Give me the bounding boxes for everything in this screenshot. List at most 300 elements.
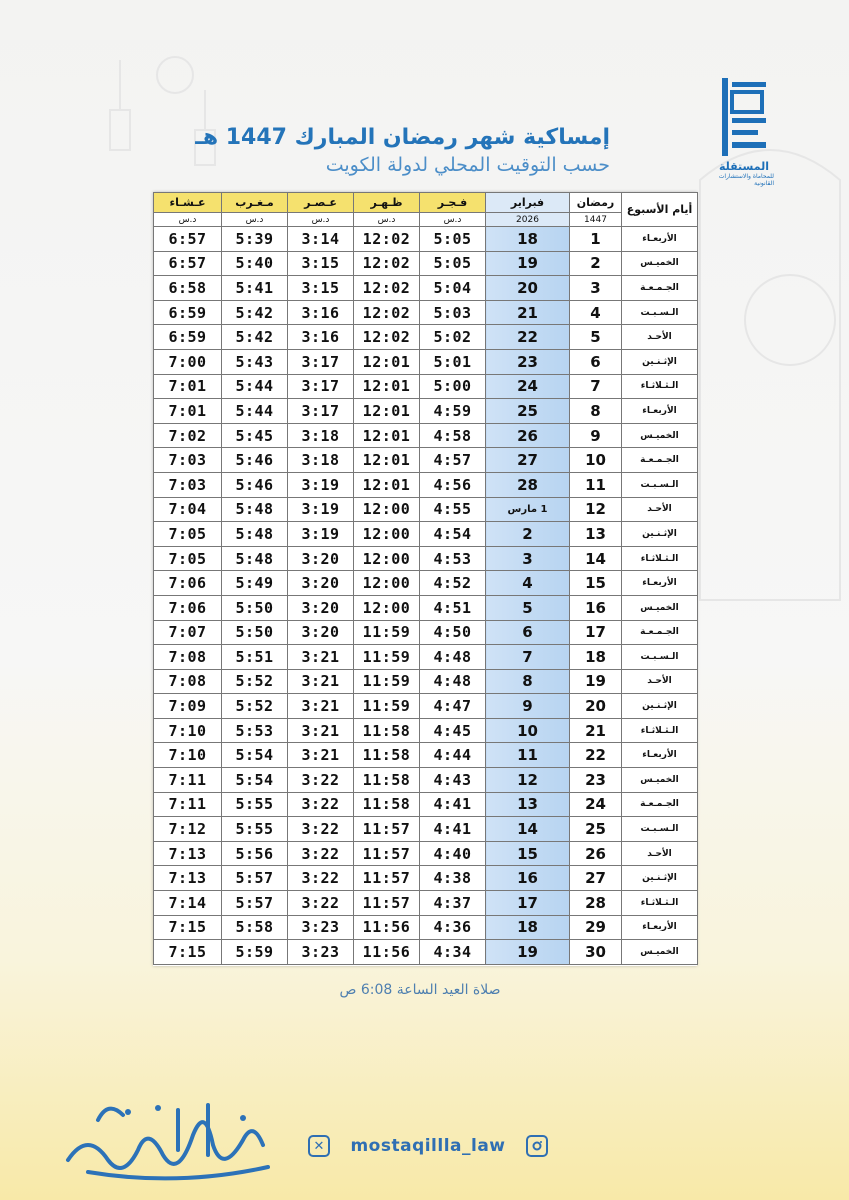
fajr-time: 4:44 <box>420 743 486 768</box>
ramadan-day: 16 <box>570 595 622 620</box>
isha-time: 6:57 <box>154 251 222 276</box>
asr-time: 3:22 <box>288 866 354 891</box>
day: الإثـنـين <box>622 694 698 719</box>
header-greg-year: 2026 <box>486 213 570 227</box>
dhuhr-time: 11:57 <box>354 817 420 842</box>
asr-time: 3:20 <box>288 546 354 571</box>
greg-date: 15 <box>486 841 570 866</box>
fajr-time: 4:58 <box>420 423 486 448</box>
maghrib-time: 5:57 <box>222 866 288 891</box>
day: الـثـلاثـاء <box>622 891 698 916</box>
asr-time: 3:15 <box>288 276 354 301</box>
table-row <box>154 374 698 399</box>
ramadan-day: 17 <box>570 620 622 645</box>
maghrib-time: 5:55 <box>222 817 288 842</box>
maghrib-time: 5:40 <box>222 251 288 276</box>
isha-time: 6:59 <box>154 325 222 350</box>
page-subtitle: حسب التوقيت المحلي لدولة الكويت <box>325 154 610 176</box>
asr-time: 3:21 <box>288 669 354 694</box>
maghrib-time: 5:45 <box>222 423 288 448</box>
fajr-time: 4:50 <box>420 620 486 645</box>
unit-isha: د.س <box>154 213 222 227</box>
maghrib-time: 5:43 <box>222 349 288 374</box>
day: الـثـلاثـاء <box>622 546 698 571</box>
table-row <box>154 792 698 817</box>
greg-date: 8 <box>486 669 570 694</box>
fajr-time: 4:59 <box>420 399 486 424</box>
ramadan-day: 4 <box>570 300 622 325</box>
asr-time: 3:18 <box>288 448 354 473</box>
ramadan-day: 20 <box>570 694 622 719</box>
greg-date: 12 <box>486 768 570 793</box>
fajr-time: 4:37 <box>420 891 486 916</box>
asr-time: 3:23 <box>288 915 354 940</box>
asr-time: 3:20 <box>288 571 354 596</box>
dhuhr-time: 11:57 <box>354 891 420 916</box>
asr-time: 3:15 <box>288 251 354 276</box>
day: الأربعـاء <box>622 743 698 768</box>
dhuhr-time: 11:58 <box>354 768 420 793</box>
asr-time: 3:19 <box>288 472 354 497</box>
fajr-time: 4:41 <box>420 817 486 842</box>
fajr-time: 4:48 <box>420 669 486 694</box>
day: الـثـلاثـاء <box>622 374 698 399</box>
isha-time: 7:09 <box>154 694 222 719</box>
greg-date: 22 <box>486 325 570 350</box>
maghrib-time: 5:58 <box>222 915 288 940</box>
table-row <box>154 841 698 866</box>
asr-time: 3:21 <box>288 718 354 743</box>
maghrib-time: 5:56 <box>222 841 288 866</box>
table-row <box>154 472 698 497</box>
logo-tagline: للمحاماة والاستشارات القانونية <box>718 173 774 187</box>
asr-time: 3:16 <box>288 300 354 325</box>
asr-time: 3:17 <box>288 399 354 424</box>
day: الجـمـعـة <box>622 276 698 301</box>
table-row <box>154 546 698 571</box>
asr-time: 3:22 <box>288 841 354 866</box>
day: الخميـس <box>622 940 698 965</box>
day: الأربعـاء <box>622 571 698 596</box>
greg-date: 19 <box>486 940 570 965</box>
greg-date: 17 <box>486 891 570 916</box>
ramadan-day: 1 <box>570 227 622 252</box>
isha-time: 7:08 <box>154 669 222 694</box>
dhuhr-time: 12:01 <box>354 423 420 448</box>
ramadan-day: 23 <box>570 768 622 793</box>
maghrib-time: 5:57 <box>222 891 288 916</box>
table-row <box>154 645 698 670</box>
isha-time: 7:08 <box>154 645 222 670</box>
isha-time: 7:06 <box>154 595 222 620</box>
dhuhr-time: 11:57 <box>354 841 420 866</box>
isha-time: 6:59 <box>154 300 222 325</box>
ramadan-day: 15 <box>570 571 622 596</box>
ramadan-day: 6 <box>570 349 622 374</box>
ramadan-day: 19 <box>570 669 622 694</box>
fajr-time: 4:38 <box>420 866 486 891</box>
x-icon[interactable]: ✕ <box>308 1135 330 1157</box>
day: الـسـبـت <box>622 472 698 497</box>
unit-asr: د.س <box>288 213 354 227</box>
header-ramadan: رمضان <box>570 193 622 213</box>
ramadan-day: 30 <box>570 940 622 965</box>
header-dhuhr: ظـهـر <box>354 193 420 213</box>
table-row <box>154 423 698 448</box>
day: الأحـد <box>622 669 698 694</box>
isha-time: 7:12 <box>154 817 222 842</box>
asr-time: 3:20 <box>288 620 354 645</box>
greg-date: 26 <box>486 423 570 448</box>
asr-time: 3:21 <box>288 645 354 670</box>
dhuhr-time: 12:01 <box>354 399 420 424</box>
maghrib-time: 5:42 <box>222 300 288 325</box>
day: الـسـبـت <box>622 817 698 842</box>
dhuhr-time: 12:00 <box>354 497 420 522</box>
fajr-time: 4:52 <box>420 571 486 596</box>
day: الإثـنـين <box>622 522 698 547</box>
fajr-time: 4:45 <box>420 718 486 743</box>
maghrib-time: 5:41 <box>222 276 288 301</box>
greg-date: 7 <box>486 645 570 670</box>
maghrib-time: 5:52 <box>222 694 288 719</box>
maghrib-time: 5:54 <box>222 743 288 768</box>
isha-time: 7:15 <box>154 915 222 940</box>
maghrib-time: 5:48 <box>222 497 288 522</box>
instagram-glyph <box>530 1139 544 1153</box>
ramadan-day: 7 <box>570 374 622 399</box>
day: الخميـس <box>622 768 698 793</box>
isha-time: 7:04 <box>154 497 222 522</box>
isha-time: 7:01 <box>154 374 222 399</box>
maghrib-time: 5:42 <box>222 325 288 350</box>
table-row <box>154 251 698 276</box>
asr-time: 3:22 <box>288 817 354 842</box>
ramadan-day: 9 <box>570 423 622 448</box>
dhuhr-time: 12:01 <box>354 448 420 473</box>
header-fajr: فـجـر <box>420 193 486 213</box>
logo-name: المستقلة <box>718 160 770 173</box>
greg-date: 3 <box>486 546 570 571</box>
table-row <box>154 817 698 842</box>
fajr-time: 4:51 <box>420 595 486 620</box>
maghrib-time: 5:51 <box>222 645 288 670</box>
fajr-time: 5:02 <box>420 325 486 350</box>
greg-date: 10 <box>486 718 570 743</box>
isha-time: 7:00 <box>154 349 222 374</box>
table-row <box>154 669 698 694</box>
isha-time: 7:15 <box>154 940 222 965</box>
page-title: إمساكية شهر رمضان المبارك 1447 هـ <box>195 125 610 150</box>
ramadan-calligraphy <box>58 1090 288 1185</box>
fajr-time: 4:43 <box>420 768 486 793</box>
day: الـثـلاثـاء <box>622 718 698 743</box>
logo-mark <box>722 78 766 156</box>
dhuhr-time: 11:59 <box>354 669 420 694</box>
dhuhr-time: 12:01 <box>354 374 420 399</box>
fajr-time: 4:57 <box>420 448 486 473</box>
dhuhr-time: 11:57 <box>354 866 420 891</box>
header-ramadan-year: 1447 <box>570 213 622 227</box>
fajr-time: 4:40 <box>420 841 486 866</box>
maghrib-time: 5:55 <box>222 792 288 817</box>
maghrib-time: 5:48 <box>222 546 288 571</box>
asr-time: 3:19 <box>288 497 354 522</box>
table-row <box>154 891 698 916</box>
maghrib-time: 5:59 <box>222 940 288 965</box>
table-row <box>154 915 698 940</box>
dhuhr-time: 12:00 <box>354 522 420 547</box>
day: الجـمـعـة <box>622 792 698 817</box>
fajr-time: 4:54 <box>420 522 486 547</box>
header-greg: فبراير <box>486 193 570 213</box>
fajr-time: 5:05 <box>420 227 486 252</box>
fajr-time: 5:00 <box>420 374 486 399</box>
fajr-time: 4:41 <box>420 792 486 817</box>
greg-date: 18 <box>486 915 570 940</box>
table-row <box>154 497 698 522</box>
dhuhr-time: 12:01 <box>354 472 420 497</box>
table-body <box>154 227 698 965</box>
day: الأحـد <box>622 497 698 522</box>
maghrib-time: 5:50 <box>222 595 288 620</box>
dhuhr-time: 11:56 <box>354 940 420 965</box>
table-row <box>154 300 698 325</box>
fajr-time: 5:01 <box>420 349 486 374</box>
fajr-time: 4:56 <box>420 472 486 497</box>
table-row <box>154 940 698 965</box>
fajr-time: 5:05 <box>420 251 486 276</box>
fajr-time: 4:36 <box>420 915 486 940</box>
isha-time: 7:14 <box>154 891 222 916</box>
fajr-time: 4:53 <box>420 546 486 571</box>
header-maghrib: مـغـرب <box>222 193 288 213</box>
isha-time: 7:01 <box>154 399 222 424</box>
table-row <box>154 694 698 719</box>
maghrib-time: 5:48 <box>222 522 288 547</box>
ramadan-day: 26 <box>570 841 622 866</box>
greg-date: 19 <box>486 251 570 276</box>
dhuhr-time: 11:59 <box>354 620 420 645</box>
asr-time: 3:19 <box>288 522 354 547</box>
ramadan-day: 28 <box>570 891 622 916</box>
isha-time: 7:13 <box>154 866 222 891</box>
fajr-time: 4:47 <box>420 694 486 719</box>
asr-time: 3:18 <box>288 423 354 448</box>
table-row <box>154 743 698 768</box>
asr-time: 3:22 <box>288 891 354 916</box>
asr-time: 3:22 <box>288 768 354 793</box>
day: الـسـبـت <box>622 645 698 670</box>
greg-date: 27 <box>486 448 570 473</box>
asr-time: 3:14 <box>288 227 354 252</box>
isha-time: 6:57 <box>154 227 222 252</box>
greg-date: 14 <box>486 817 570 842</box>
greg-date: 4 <box>486 571 570 596</box>
day: الـسـبـت <box>622 300 698 325</box>
dhuhr-time: 11:56 <box>354 915 420 940</box>
fajr-time: 5:04 <box>420 276 486 301</box>
greg-date: 21 <box>486 300 570 325</box>
dhuhr-time: 12:02 <box>354 276 420 301</box>
table-row <box>154 571 698 596</box>
maghrib-time: 5:53 <box>222 718 288 743</box>
fajr-time: 5:03 <box>420 300 486 325</box>
isha-time: 7:07 <box>154 620 222 645</box>
greg-date: 11 <box>486 743 570 768</box>
isha-time: 7:10 <box>154 718 222 743</box>
dhuhr-time: 12:00 <box>354 571 420 596</box>
maghrib-time: 5:46 <box>222 448 288 473</box>
greg-date: 24 <box>486 374 570 399</box>
ramadan-day: 11 <box>570 472 622 497</box>
maghrib-time: 5:44 <box>222 374 288 399</box>
isha-time: 7:03 <box>154 472 222 497</box>
maghrib-time: 5:50 <box>222 620 288 645</box>
table-row <box>154 620 698 645</box>
greg-date: 5 <box>486 595 570 620</box>
table-row <box>154 522 698 547</box>
table-row <box>154 325 698 350</box>
ramadan-day: 25 <box>570 817 622 842</box>
table-row <box>154 227 698 252</box>
dhuhr-time: 11:58 <box>354 743 420 768</box>
isha-time: 7:11 <box>154 768 222 793</box>
greg-date: 6 <box>486 620 570 645</box>
ramadan-day: 29 <box>570 915 622 940</box>
day: الأحـد <box>622 841 698 866</box>
firm-logo <box>714 78 774 188</box>
dhuhr-time: 12:02 <box>354 300 420 325</box>
dhuhr-time: 12:02 <box>354 227 420 252</box>
dhuhr-time: 11:59 <box>354 694 420 719</box>
isha-time: 7:13 <box>154 841 222 866</box>
ramadan-day: 13 <box>570 522 622 547</box>
header-day: أيام الأسبوع <box>622 193 698 227</box>
day: الأربعـاء <box>622 399 698 424</box>
fajr-time: 4:34 <box>420 940 486 965</box>
social-bar <box>308 1132 548 1160</box>
greg-date: 23 <box>486 349 570 374</box>
dhuhr-time: 11:58 <box>354 718 420 743</box>
table-row <box>154 448 698 473</box>
ramadan-day: 27 <box>570 866 622 891</box>
greg-date: 16 <box>486 866 570 891</box>
maghrib-time: 5:54 <box>222 768 288 793</box>
table-row <box>154 768 698 793</box>
ramadan-day: 24 <box>570 792 622 817</box>
day: الأربعـاء <box>622 915 698 940</box>
day: الجـمـعـة <box>622 448 698 473</box>
isha-time: 7:11 <box>154 792 222 817</box>
greg-date: 1 مارس <box>486 497 570 522</box>
maghrib-time: 5:39 <box>222 227 288 252</box>
ramadan-day: 14 <box>570 546 622 571</box>
day: الأحـد <box>622 325 698 350</box>
unit-dhuhr: د.س <box>354 213 420 227</box>
header-asr: عـصـر <box>288 193 354 213</box>
day: الأربعـاء <box>622 227 698 252</box>
day: الجـمـعـة <box>622 620 698 645</box>
dhuhr-time: 12:01 <box>354 349 420 374</box>
day: الإثـنـين <box>622 349 698 374</box>
asr-time: 3:21 <box>288 743 354 768</box>
unit-fajr: د.س <box>420 213 486 227</box>
ramadan-day: 8 <box>570 399 622 424</box>
instagram-icon[interactable] <box>526 1135 548 1157</box>
imsakiya-table <box>153 192 697 966</box>
greg-date: 2 <box>486 522 570 547</box>
asr-time: 3:22 <box>288 792 354 817</box>
ramadan-day: 18 <box>570 645 622 670</box>
table-row <box>154 399 698 424</box>
greg-date: 13 <box>486 792 570 817</box>
table-row <box>154 718 698 743</box>
unit-maghrib: د.س <box>222 213 288 227</box>
greg-date: 18 <box>486 227 570 252</box>
asr-time: 3:17 <box>288 349 354 374</box>
social-handle[interactable]: mostaqillla_law <box>350 1136 506 1156</box>
asr-time: 3:21 <box>288 694 354 719</box>
asr-time: 3:20 <box>288 595 354 620</box>
dhuhr-time: 12:02 <box>354 325 420 350</box>
ramadan-day: 21 <box>570 718 622 743</box>
isha-time: 7:10 <box>154 743 222 768</box>
greg-date: 25 <box>486 399 570 424</box>
maghrib-time: 5:49 <box>222 571 288 596</box>
ramadan-day: 2 <box>570 251 622 276</box>
ramadan-day: 3 <box>570 276 622 301</box>
ramadan-day: 5 <box>570 325 622 350</box>
isha-time: 6:58 <box>154 276 222 301</box>
eid-prayer-note: صلاة العيد الساعة 6:08 ص <box>339 982 501 998</box>
asr-time: 3:16 <box>288 325 354 350</box>
greg-date: 28 <box>486 472 570 497</box>
dhuhr-time: 11:58 <box>354 792 420 817</box>
dhuhr-time: 11:59 <box>354 645 420 670</box>
isha-time: 7:06 <box>154 571 222 596</box>
dhuhr-time: 12:00 <box>354 546 420 571</box>
table-row <box>154 595 698 620</box>
day: الإثـنـين <box>622 866 698 891</box>
ramadan-day: 22 <box>570 743 622 768</box>
isha-time: 7:03 <box>154 448 222 473</box>
day: الخميـس <box>622 423 698 448</box>
greg-date: 9 <box>486 694 570 719</box>
fajr-time: 4:55 <box>420 497 486 522</box>
header-isha: عـشـاء <box>154 193 222 213</box>
maghrib-time: 5:52 <box>222 669 288 694</box>
day: الخميـس <box>622 595 698 620</box>
ramadan-day: 12 <box>570 497 622 522</box>
table-row <box>154 349 698 374</box>
table-row <box>154 866 698 891</box>
table-row <box>154 276 698 301</box>
ramadan-day: 10 <box>570 448 622 473</box>
isha-time: 7:02 <box>154 423 222 448</box>
maghrib-time: 5:44 <box>222 399 288 424</box>
dhuhr-time: 12:02 <box>354 251 420 276</box>
greg-date: 20 <box>486 276 570 301</box>
dhuhr-time: 12:00 <box>354 595 420 620</box>
asr-time: 3:23 <box>288 940 354 965</box>
isha-time: 7:05 <box>154 522 222 547</box>
asr-time: 3:17 <box>288 374 354 399</box>
day: الخميـس <box>622 251 698 276</box>
maghrib-time: 5:46 <box>222 472 288 497</box>
isha-time: 7:05 <box>154 546 222 571</box>
fajr-time: 4:48 <box>420 645 486 670</box>
